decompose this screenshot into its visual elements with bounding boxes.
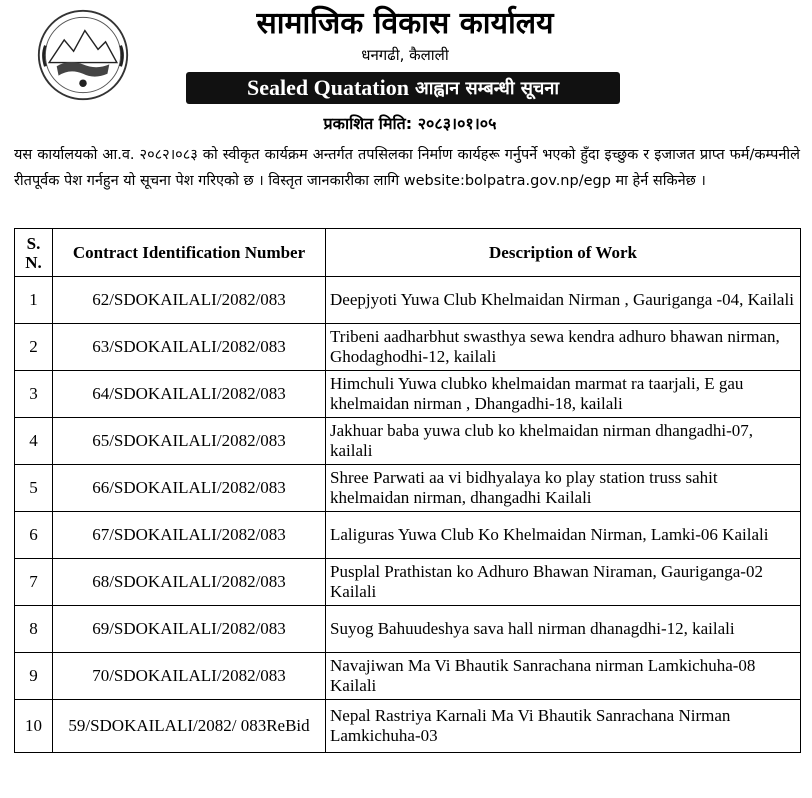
table-row	[15, 653, 801, 700]
table-row	[15, 371, 801, 418]
row-contract-id: 70/SDOKAILALI/2082/083	[53, 653, 326, 700]
row-description: Suyog Bahuudeshya sava hall nirman dhanagdhi-12, kailali	[326, 606, 801, 653]
notice-banner	[186, 72, 620, 104]
row-description: Navajiwan Ma Vi Bhautik Sanrachana nirman Lamkichuha-08 Kailali	[326, 653, 801, 700]
row-description: Laliguras Yuwa Club Ko Khelmaidan Nirman, Lamki-06 Kailali	[326, 512, 801, 559]
table-row	[15, 418, 801, 465]
row-sn: 8	[15, 606, 53, 653]
table-row	[15, 606, 801, 653]
row-contract-id: 63/SDOKAILALI/2082/083	[53, 324, 326, 371]
published-date: प्रकाशित मिति: २०८३।०१।०५	[323, 114, 497, 133]
row-sn: 9	[15, 653, 53, 700]
row-contract-id: 65/SDOKAILALI/2082/083	[53, 418, 326, 465]
row-contract-id: 59/SDOKAILALI/2082/ 083ReBid	[53, 700, 326, 753]
row-contract-id: 62/SDOKAILALI/2082/083	[53, 277, 326, 324]
header-contract-id: Contract Identification Number	[53, 229, 326, 277]
office-name: सामाजिक विकास कार्यालय	[256, 6, 554, 41]
row-sn: 2	[15, 324, 53, 371]
intro-paragraph: यस कार्यालयको आ.व. २०८२।०८३ को स्वीकृत कार्यक्रम अन्तर्गत तपसिलका निर्माण कार्यहरू गर्नुपर्ने भएको हुँदा इच्छुक र इजाजत प्राप्त फर्म/कम्पनीले रीतपूर्वक पेश गर्नहुन यो सूचना पेश गरिएको छ । विस्तृत जानकारीका लागि website:bolpatra.gov.np/egp मा हेर्न सकिनेछ ।	[14, 147, 800, 189]
banner-nepali: आह्वान सम्बन्धी सूचना	[414, 78, 560, 99]
row-sn: 3	[15, 371, 53, 418]
row-description: Tribeni aadharbhut swasthya sewa kendra adhuro bhawan nirman, Ghodaghodhi-12, kailali	[326, 324, 801, 371]
row-contract-id: 66/SDOKAILALI/2082/083	[53, 465, 326, 512]
row-description: Deepjyoti Yuwa Club Khelmaidan Nirman , Gauriganga -04, Kailali	[326, 277, 801, 324]
row-sn: 6	[15, 512, 53, 559]
header-sn: S. N.	[15, 229, 53, 277]
office-address: धनगढी, कैलाली	[361, 46, 449, 64]
works-table	[14, 228, 801, 753]
row-contract-id: 67/SDOKAILALI/2082/083	[53, 512, 326, 559]
row-sn: 5	[15, 465, 53, 512]
table-row	[15, 277, 801, 324]
nepal-government-emblem-icon	[36, 8, 130, 102]
row-sn: 1	[15, 277, 53, 324]
row-description: Shree Parwati aa vi bidhyalaya ko play station truss sahit khelmaidan nirman, dhangadhi Kailali	[326, 465, 801, 512]
table-header-row	[15, 229, 801, 277]
row-contract-id: 69/SDOKAILALI/2082/083	[53, 606, 326, 653]
table-row	[15, 324, 801, 371]
row-sn: 7	[15, 559, 53, 606]
row-contract-id: 68/SDOKAILALI/2082/083	[53, 559, 326, 606]
table-row	[15, 700, 801, 753]
row-description: Pusplal Prathistan ko Adhuro Bhawan Niraman, Gauriganga-02 Kailali	[326, 559, 801, 606]
banner-english: Sealed Quatation	[246, 75, 409, 100]
row-contract-id: 64/SDOKAILALI/2082/083	[53, 371, 326, 418]
table-row	[15, 559, 801, 606]
row-description: Jakhuar baba yuwa club ko khelmaidan nirman dhangadhi-07, kailali	[326, 418, 801, 465]
row-description: Nepal Rastriya Karnali Ma Vi Bhautik Sanrachana Nirman Lamkichuha-03	[326, 700, 801, 753]
row-description: Himchuli Yuwa clubko khelmaidan marmat ra taarjali, E gau khelmaidan nirman , Dhangadhi-18, kailali	[326, 371, 801, 418]
row-sn: 10	[15, 700, 53, 753]
header-description: Description of Work	[326, 229, 801, 277]
row-sn: 4	[15, 418, 53, 465]
table-row	[15, 512, 801, 559]
table-row	[15, 465, 801, 512]
